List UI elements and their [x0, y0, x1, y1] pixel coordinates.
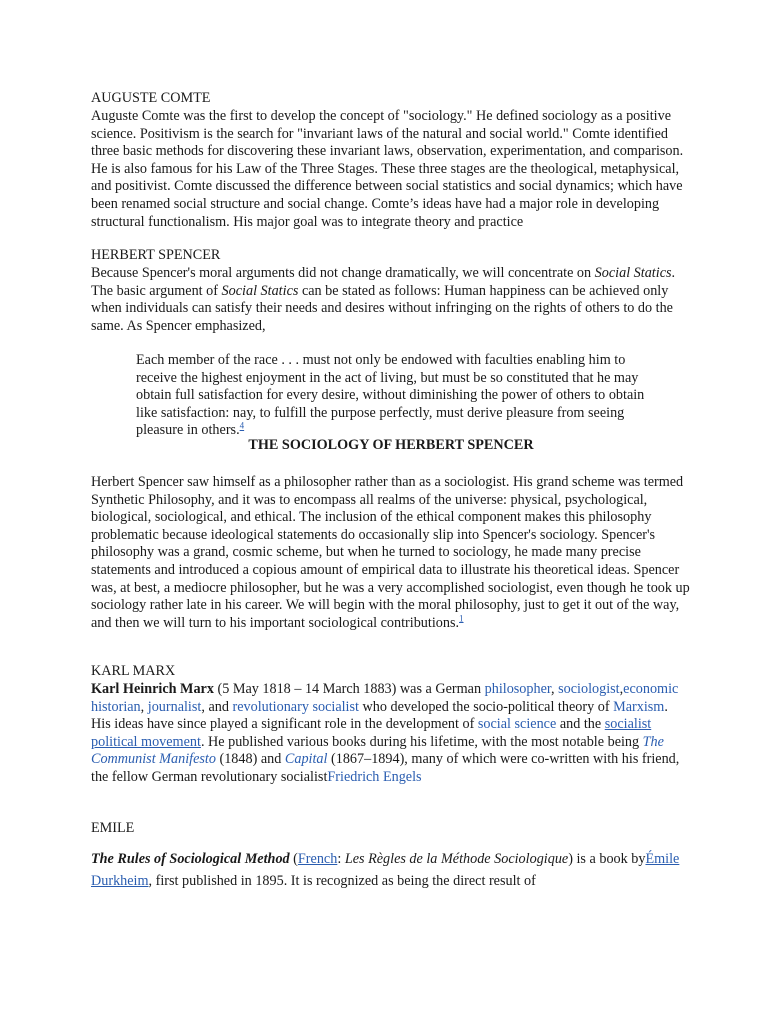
link-economic-historian[interactable]: economic historian — [91, 681, 679, 715]
comte-paragraph: Auguste Comte was the first to develop the concept of "sociology." He defined sociology as a positive science. Positivism is the search for "invariant laws of the natural and social world." Comte identified three basic methods for discovering these invariant laws, observation, experimentation, and comparison. He is also famous for his Law of the Three Stages. These three stages are the theological, metaphysical, and positivist. Comte discussed the difference between social statistics and social dynamics; which have been renamed social structure and social change. Comte’s ideas have had a major role in developing structural functionalism. His major goal was to integrate theory and practice — [91, 108, 684, 230]
link-french[interactable]: French — [297, 851, 338, 867]
footnote-link-4[interactable]: 4 — [239, 420, 245, 431]
link-sociologist[interactable]: sociologist — [558, 681, 620, 697]
link-journalist[interactable]: journalist — [147, 698, 202, 715]
link-capital[interactable]: Capital — [284, 751, 328, 768]
footnote-link-1[interactable]: 1 — [459, 613, 464, 624]
link-revolutionary-socialist[interactable]: revolutionary socialist — [232, 698, 359, 715]
section-title: THE SOCIOLOGY OF HERBERT SPENCER — [248, 437, 534, 453]
spencer-body-paragraph: Herbert Spencer saw himself as a philosopher rather than as a sociologist. His grand scheme was termed Synthetic Philosophy, and it was to encompass all realms of the universe: physical, psychological, biological, sociological, and ethical. The inclusion of the ethical component makes this philosophy problematic because ideological statements do occasionally slip into Spencer's sociology. Spencer's philosophy was a grand, cosmic scheme, but when he turned to sociology, he made many precise statements and introduced a copious amount of empirical data to illustrate his theoretical ideas. Spencer was, at best, a mediocre philosopher, but he was a very accomplished sociologist, even though he took up sociology rather late in his career. We will begin with the moral philosophy, just to get it out of the way, and then we will turn to his important sociological contributions.$^1$ — [91, 474, 690, 631]
spencer-heading: HERBERT SPENCER — [91, 247, 221, 263]
emile-paragraph: The Rules of Sociological Method (French: Les Règles de la Méthode Sociologique) is a book byÉmile Durkheim, first published in 1895. It is recognized as being the direct result of — [91, 851, 680, 889]
spencer-intro-paragraph: Because Spencer's moral arguments did not change dramatically, we will concentrate on Social Statics. The basic argument of Social Statics can be stated as follows: Human happiness can be achieved only when individuals can satisfy their needs and desires without infringing on the rights of others to do the same. As Spencer emphasized, — [91, 265, 676, 334]
spencer-block-quote: Each member of the race . . . must not only be endowed with faculties enabling him to receive the highest enjoyment in the act of living, but must be so constituted that he may obtain full satisfaction for every desire, without diminishing the power of others to obtain like satisfaction: nay, to fulfill the purpose perfectly, must derive pleasure from seeing pleasure in others.$^4$ — [136, 352, 645, 439]
link-social-science[interactable]: social science — [477, 716, 557, 733]
link-friedrich-engels[interactable]: Friedrich Engels — [327, 768, 422, 785]
link-communist-manifesto[interactable]: The Communist Manifesto — [91, 733, 664, 768]
comte-heading: AUGUSTE COMTE — [91, 90, 211, 106]
link-emile-durkheim[interactable]: Émile Durkheim — [91, 851, 680, 889]
marx-heading: KARL MARX — [91, 663, 176, 679]
link-marxism[interactable]: Marxism — [613, 698, 665, 715]
marx-paragraph: Karl Heinrich Marx (5 May 1818 – 14 March 1883) was a German philosopher, sociologist,economic historian, journalist, and revolutionary socialist who developed the socio-political theory of Marxism. His ideas have since played a significant role in the development of social science and the socialist political movement. He published various books during his lifetime, with the most notable being The Communist Manifesto (1848) and Capital (1867–1894), many of which were co-written with his friend, the fellow German revolutionary socialistFriedrich Engels — [91, 681, 680, 785]
link-philosopher[interactable]: philosopher — [484, 681, 552, 697]
emile-heading: EMILE — [91, 820, 135, 836]
link-socialist-political-movement[interactable]: socialist political movement — [91, 716, 652, 750]
